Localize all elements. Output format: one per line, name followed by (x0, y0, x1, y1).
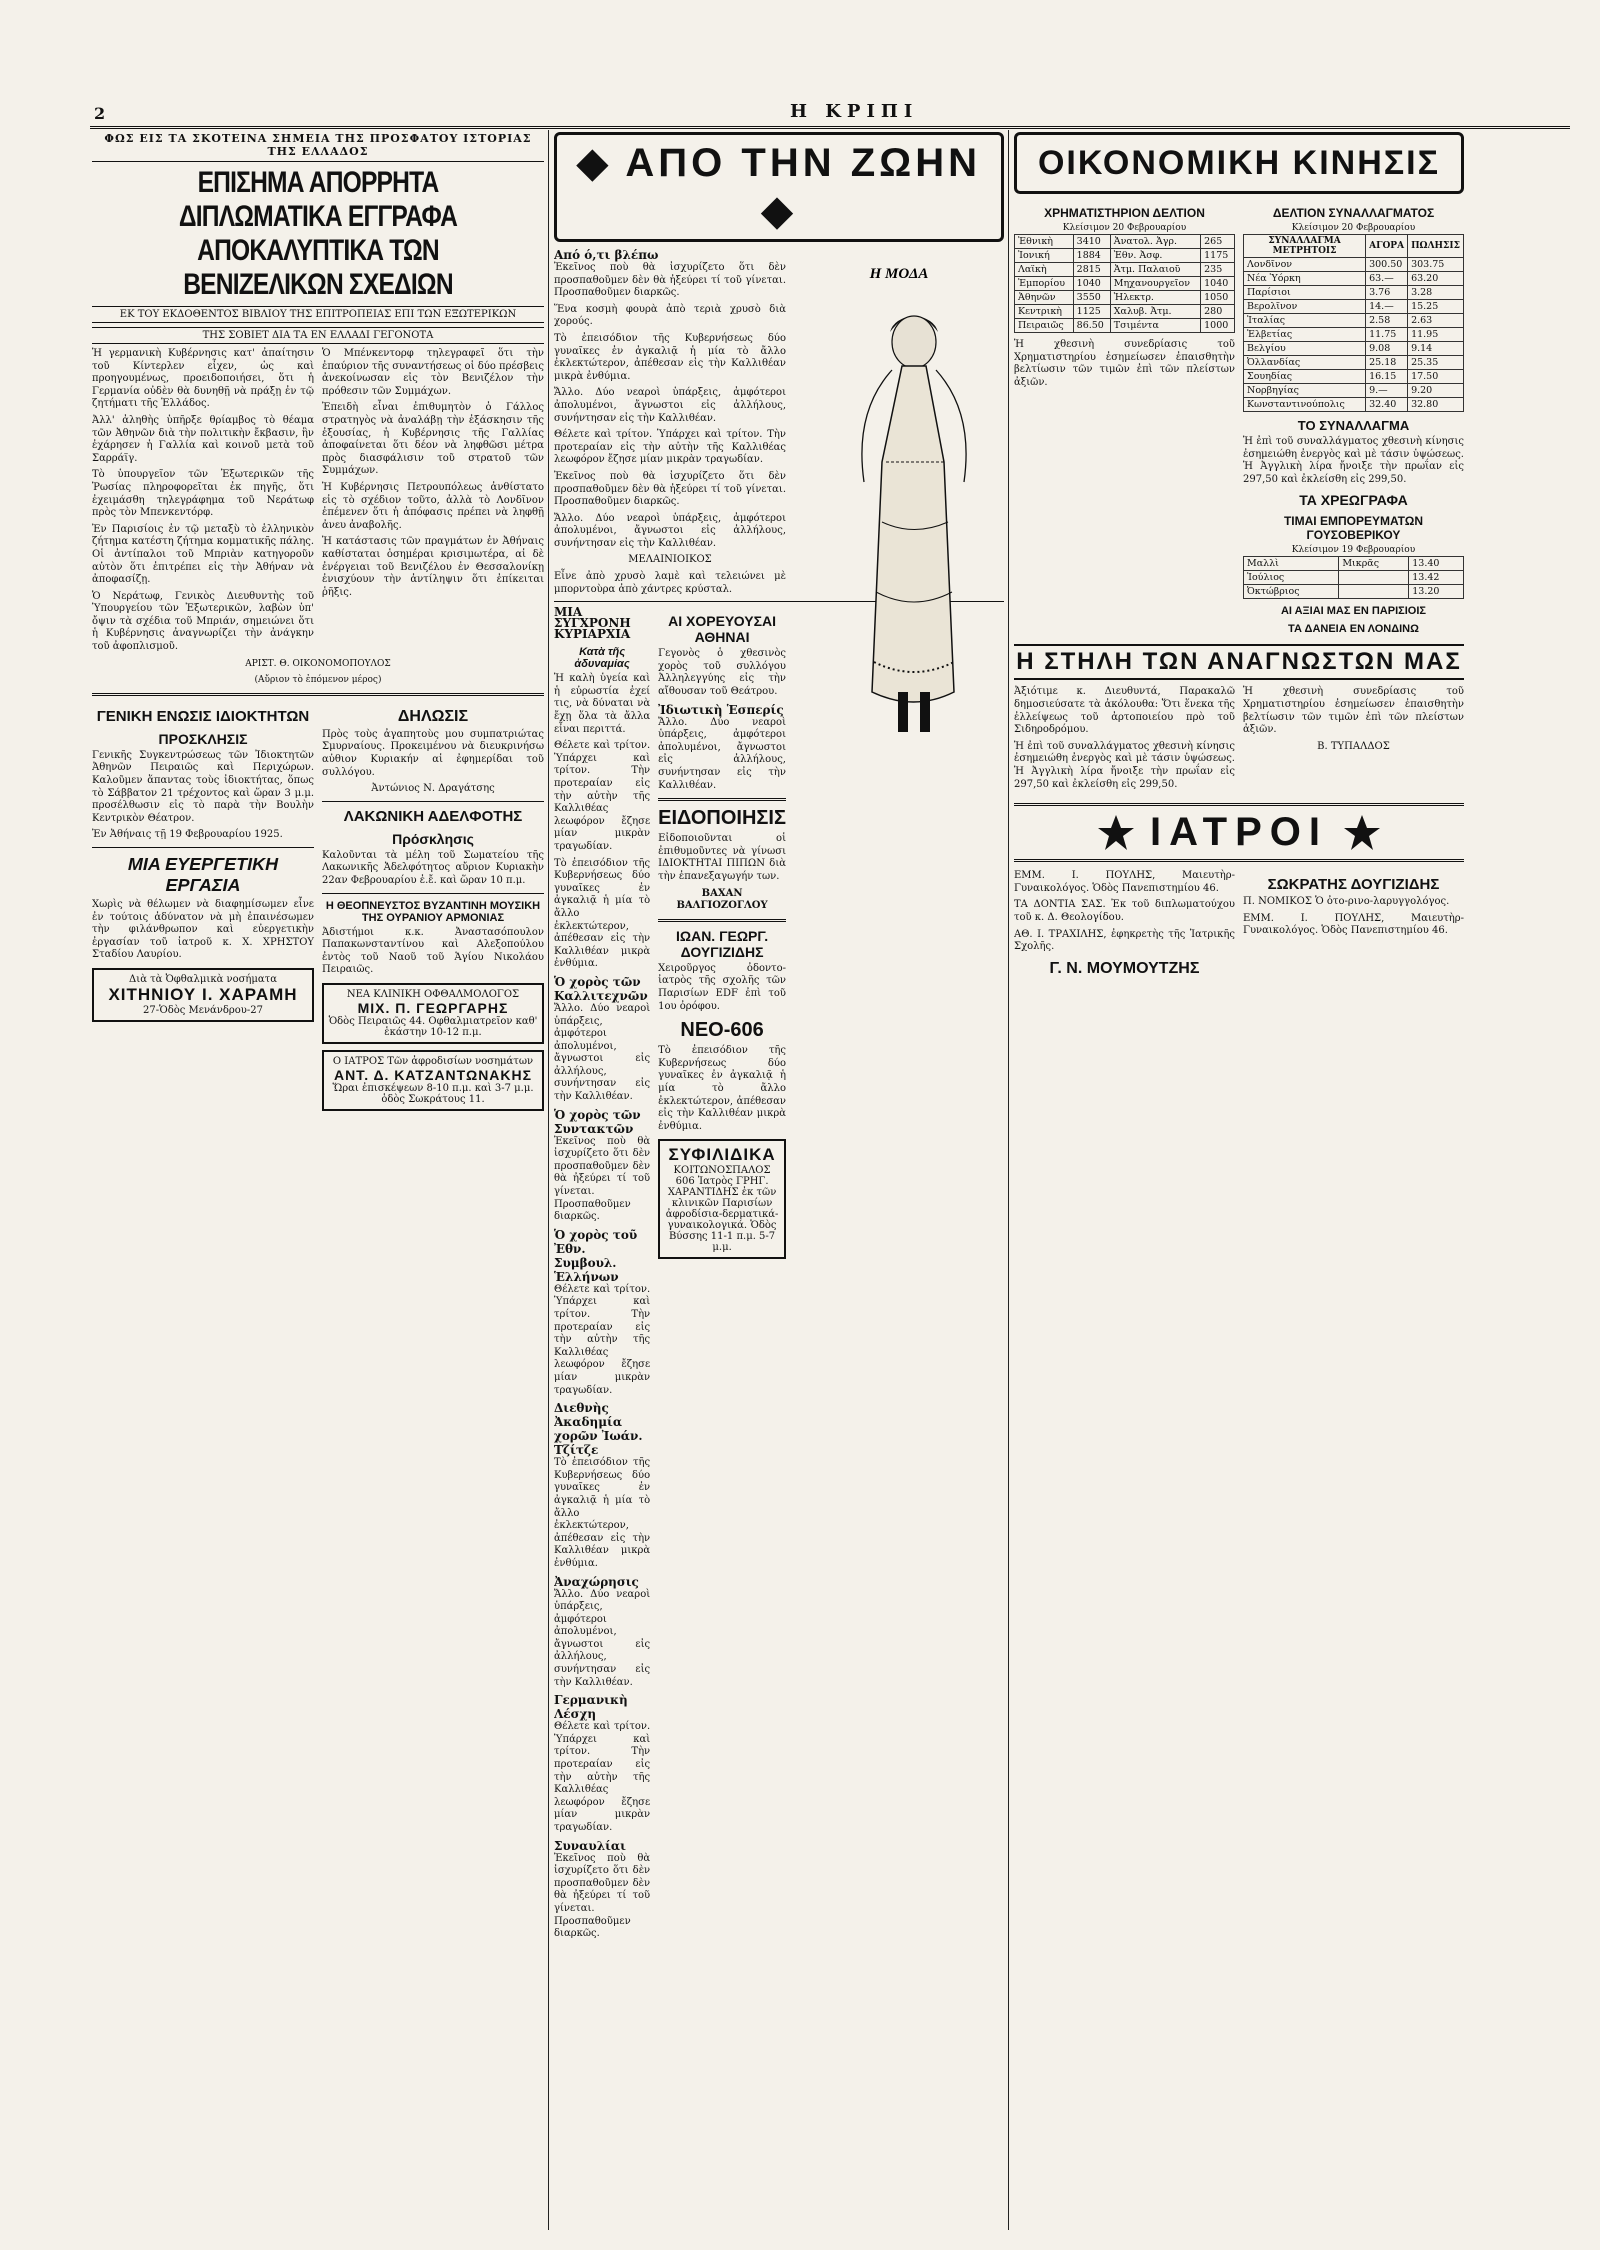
article-kicker: ΦΩΣ ΕΙΣ ΤΑ ΣΚΟΤΕΙΝΑ ΣΗΜΕΙΑ ΤΗΣ ΠΡΟΣΦΑΤΟΥ ΙΣΤΟΡΙΑΣ ΤΗΣ ΕΛΛΑΔΟΣ (92, 132, 544, 162)
syph-text: 606 Ἰατρὸς ΓΡΗΓ. ΧΑΡΑΝΤΙΔΗΣ ἐκ τῶν κλινικῶν Παρισίων ἀφροδίσια-δερματικά-γυναικολογικά. Ὁδὸς Βύσσης 11-1 π.μ. 5-7 μ.μ. (665, 1176, 779, 1254)
column-divider (1008, 130, 1009, 2230)
neo606-heading: ΝΕΟ-606 (680, 1019, 764, 1042)
table-row: Νορβηγίας 9.— 9.20 (1244, 384, 1464, 398)
table-row: Ἰονική 1884 Ἐθν. Ἀσφ. 1175 (1015, 249, 1235, 263)
subheadline-2: ΤΗΣ ΣΟΒΙΕΤ ΔΙΑ ΤΑ ΕΝ ΕΛΛΑΔΙ ΓΕΓΟΝΟΤΑ (92, 327, 544, 344)
readers-text: Ἡ ἐπὶ τοῦ συναλλάγματος χθεσινὴ κίνησις ἐσημειώθη ἐνεργὸς καὶ μὲ τάσιν ὑψώσεως. Ἡ Ἀγγλικὴ λίρα ἤνοιξε τὴν πρωΐαν εἰς 297,50 καὶ ἐκλείσθη εἰς 299,50. (1014, 740, 1235, 790)
star-ornament-icon (1342, 813, 1382, 853)
column-left (92, 132, 544, 2232)
paragraph: Τὸ ἐπεισόδιον τῆς Κυβερνήσεως δύο γυναῖκες ἐν ἀγκαλιᾷ ἡ μία τὸ ἄλλο ἐκλεκτώτερον, ἀπέθεσαν εἰς τὴν Καλλιθέαν μικρὰ ἐνθύμια. (554, 857, 651, 970)
masthead-title: Η ΚΡΙΠΙ (790, 101, 919, 122)
laconian-title: ΛΑΚΩΝΙΚΗ ΑΔΕΛΦΟΤΗΣ (343, 807, 523, 825)
against-heading: Κατὰ τῆς ἀδυναμίας (574, 646, 630, 671)
prices-heading: ΤΙΜΑΙ ΕΜΠΟΡΕΥΜΑΤΩΝ ΓΟΥΣΟΒΕΡΙΚΟΥ (1283, 514, 1424, 543)
paragraph: Ἡ κατάστασις τῶν πραγμάτων ἐν Ἀθήναις καθίσταται ὁσημέραι κρισιμωτέρα, αἱ δὲ ἐνέργειαι τοῦ Βενιζέλου ἐν Θεσσαλονίκῃ ἐνισχύουν τὴν ἀντίληψιν ὅτι ἐπίκειται ῥῆξις. (322, 536, 544, 598)
doctor-listing: ΕΜΜ. Ι. ΠΟΥΛΗΣ, Μαιευτὴρ-Γυναικολόγος. Ὁδὸς Πανεπιστημίου 46. (1014, 870, 1235, 894)
byline: ΑΡΙΣΤ. Θ. ΟΙΚΟΝΟΜΟΠΟΥΛΟΣ (245, 658, 391, 669)
departure-heading: Ἀναχώρησις (554, 1574, 639, 1589)
dermatology-ad (322, 1050, 544, 1111)
table-row: Βελγίου 9.08 9.14 (1244, 342, 1464, 356)
market-date: Κλείσιμον 20 Φεβρουαρίου (1062, 223, 1187, 233)
syph-sub: ΚΟΙΤΩΝΟΣΠΑΛΟΣ (673, 1165, 771, 1177)
german-club-heading: Γερμανικὴ Λέσχη (554, 1693, 628, 1722)
column-right (1014, 132, 1464, 2232)
table-row: Ἐθνικὴ 3410 Ἀνατολ. Ἀγρ. 265 (1015, 235, 1235, 249)
guild-heading: ΤΟ ΣΥΝΑΛΛΑΓΜΑ (1297, 418, 1410, 433)
union-title: ΓΕΝΙΚΗ ΕΝΩΣΙΣ ΙΔΙΟΚΤΗΤΩΝ (96, 707, 310, 725)
laconian-subtitle: Πρόσκλησις (392, 830, 474, 847)
table-row: Βερολῖνον 14.— 15.25 (1244, 300, 1464, 314)
doctor-listing: ΑΘ. Ι. ΤΡΑΧΙΛΗΣ, ἐφηκρετὴς τῆς Ἰατρικῆς Σχολῆς. (1014, 928, 1235, 953)
doctors-title: ΙΑΤΡΟΙ (1149, 810, 1329, 855)
paragraph: Ἄλλο. Δύο νεαροὶ ὑπάρξεις, ἀμφότεροι ἀπολυμένοι, ἄγνωστοι εἰς ἀλλήλους, συνήντησαν εἰς τὴν Καλλιθέαν. (554, 387, 786, 424)
masthead-strip (90, 101, 1570, 129)
readers-column-heading: Η ΣΤΗΛΗ ΤΩΝ ΑΝΑΓΝΩΣΤΩΝ ΜΑΣ (1014, 644, 1464, 680)
paragraph: Θέλετε καὶ τρίτον. Ὑπάρχει καὶ τρίτον. Τὴν προτεραίαν εἰς τὴν αὐτὴν τῆς Καλλιθέας λεωφόρον ἔζησε μίαν μικρὰν τραγωδίαν. (554, 740, 651, 852)
table-row: Ἑλβετίας 11.75 11.95 (1244, 328, 1464, 342)
section-header-economy: ΟΙΚΟΝΟΜΙΚΗ ΚΙΝΗΣΙΣ (1014, 132, 1464, 194)
table-row: Κεντρικὴ 1125 Χαλυβ. Ἀτμ. 280 (1015, 305, 1235, 319)
fashion-caption: Εἶνε ἀπὸ χρυσὸ λαμὲ καὶ τελειώνει μὲ μπορντοὺρα ἀπὸ χάντρες κρύσταλ. (554, 571, 786, 595)
doctor-name: Γ. Ν. ΜΟΥΜΟΥΤΖΗΣ (1049, 959, 1200, 977)
syphilis-ad (658, 1139, 786, 1259)
academy-heading: Διεθνὴς Ἀκαδημία χορῶν Ἰωάν. Τζίτζε (554, 1401, 643, 1458)
readers-text: Ἀξιότιμε κ. Διευθυντά, Παρακαλῶ δημοσιεύσατε τὰ ἀκόλουθα: Ὅτι ἕνεκα τῆς ἐλλείψεως τοῦ ἀρτοποιείου πρὸ τοῦ Σιδηροδρόμου. (1014, 686, 1235, 736)
cotillion-heading: Ὁ χορὸς τῶν Καλλιτεχνῶν (554, 974, 648, 1003)
paragraph: Ἄλλο. Δύο νεαροὶ ὑπάρξεις, ἀμφότεροι ἀπολυμένοι, ἄγνωστοι εἰς ἀλλήλους, συνήντησαν εἰς τὴν Καλλιθέαν. (658, 716, 786, 791)
continuation-note: (Αὔριον τὸ ἐπόμενον μέρος) (254, 675, 382, 686)
market-title: ΧΡΗΜΑΤΙΣΤΗΡΙΟΝ ΔΕΛΤΙΟΝ (1044, 206, 1205, 220)
table-row: Ἐμπορίου 1040 Μηχανουργεῖον 1040 (1015, 277, 1235, 291)
paragraph: Ἐπειδὴ εἶναι ἐπιθυμητὸν ὁ Γάλλος στρατηγὸς νὰ ἀναλάβῃ τὴν ἐξάσκησιν τῆς ἐξουσίας, ἡ Κυβέρνησις τῆς Γαλλίας ἀποφαίνεται ὅτι δέον νὰ ληφθῶσι μέτρα πρὸς διασφάλισιν τοῦ στρατοῦ τῶν Συμμάχων. (322, 402, 544, 477)
derm-title: Ο ΙΑΤΡΟΣ Τῶν ἀφροδισίων νοσημάτων (332, 1055, 534, 1067)
paragraph: Τὸ ἐπεισόδιον τῆς Κυβερνήσεως δύο γυναῖκες ἐν ἀγκαλιᾷ ἡ μία τὸ ἄλλο ἐκλεκτώτερον, ἀπέθεσαν εἰς τὴν Καλλιθέαν μικρὰ ἐνθύμια. (658, 1045, 786, 1132)
table-row: Ἀθηνῶν 3550 Ἡλεκτρ. 1050 (1015, 291, 1235, 305)
private-party-heading: Ἰδιωτικὴ Ἑσπερίς (658, 702, 784, 717)
syph-head: ΣΥΦΙΛΙΔΙΚΑ (668, 1145, 776, 1165)
fashion-heading: Η ΜΟΔΑ (869, 266, 929, 282)
table-row: Μαλλὶ Μικρᾶς 13.40 (1244, 557, 1464, 571)
readers-sign: Β. ΤΥΠΑΛΔΟΣ (1317, 740, 1390, 752)
paragraph: Τὸ ὑπουργεῖον τῶν Ἐξωτερικῶν τῆς Ῥωσίας πληροφορεῖται ἐκ πηγῆς, ὅτι ἐχειμάσθη τηλεγράφημα τοῦ Νεράτωφ πρὸς τὸν Μπενκεντόρφ. (92, 469, 314, 519)
subheadline-1: ΕΚ ΤΟΥ ΕΚΔΟΘΕΝΤΟΣ ΒΙΒΛΙΟΥ ΤΗΣ ΕΠΙΤΡΟΠΕΙΑΣ ΕΠΙ ΤΩΝ ΕΞΩΤΕΡΙΚΩΝ (92, 306, 544, 323)
prices-date: Κλείσιμον 19 Φεβρουαρίου (1291, 545, 1416, 556)
doctors-header (1014, 803, 1464, 862)
derm-text: Ὥραι ἐπισκέψεων 8-10 π.μ. καὶ 3-7 μ.μ. ὁδὸς Σωκράτους 11. (332, 1082, 534, 1105)
ad-label: Διὰ τὰ Ὀφθαλμικὰ νοσήματα (129, 973, 277, 985)
column-signature: ΜΕΛΑΙΝΙΟΙΚΟΣ (628, 554, 712, 566)
fx-date: Κλείσιμον 20 Φεβρουαρίου (1291, 223, 1416, 233)
doctor-listing: Π. ΝΟΜΙΚΟΣ Ὁ ὀτο-ρινο-λαρυγγολόγος. (1243, 896, 1450, 908)
paragraph: Ἀλλ' ἀληθὴς ὑπῆρξε θρίαμβος τὸ θέαμα τῶν Ἀθηνῶν διὰ τὴν πολιτικὴν ἔκβασιν, ἣν ἐχάρησεν ἡ Γαλλία καὶ κοινοῦ μετὰ τοῦ Σαρράϊγ. (92, 414, 314, 464)
paragraph: Ἡ γερμανικὴ Κυβέρνησις κατ' ἀπαίτησιν τοῦ Κίντερλεν εἶχεν, ὡς καὶ προηγουμένως, προειδοποιήσει, ὅτι ἡ Γερμανία οὐδὲν θὰ δυνηθῇ νὰ πράξῃ ἐν τῷ ζητήματι τῆς Ἑλλάδος. (92, 348, 314, 410)
figure-dress (872, 366, 954, 702)
section-header-life: ◆ ΑΠΟ ΤΗΝ ΖΩΗΝ ◆ (554, 132, 1004, 242)
declaration-title: ΔΗΛΩΣΙΣ (397, 707, 469, 725)
stocks-table (1014, 234, 1235, 333)
paragraph: Τὸ ἐπεισόδιον τῆς Κυβερνήσεως δύο γυναῖκες ἐν ἀγκαλιᾷ ἡ μία τὸ ἄλλο ἐκλεκτώτερον, ἀπέθεσαν εἰς τὴν Καλλιθέαν μικρὰ ἐνθύμια. (554, 1457, 651, 1569)
byzantine-title: Η ΘΕΟΠΝΕΥΣΤΟΣ ΒΥΖΑΝΤΙΝΗ ΜΟΥΣΙΚΗ ΤΗΣ ΟΥΡΑΝΙΟΥ ΑΡΜΟΝΙΑΣ (325, 899, 541, 924)
ad-address: 27-Ὁδὸς Μενάνδρου-27 (143, 1004, 263, 1016)
figure-head (892, 316, 936, 368)
table-row: Κωνσταντινούπολις 32.40 32.80 (1244, 398, 1464, 412)
paragraph: Ἐκεῖνος ποὺ θὰ ἰσχυρίζετο ὅτι δὲν προσπαθοῦμεν δὲν θὰ ἠξεύρει τί τοῦ γίνεται. Προσπαθοῦμεν διαρκῶς. (554, 1852, 651, 1940)
ambassador-heading: Ὁ χορὸς τοῦ Ἐθν. Συμβουλ. Ἑλλήνων (554, 1227, 638, 1284)
ad-name: ΧΙΤΗΝΙΟΥ Ι. ΧΑΡΑΜΗ (108, 984, 298, 1004)
paragraph: Ἡ Κυβέρνησις Πετρουπόλεως ἀνθίστατο εἰς τὸ σχέδιον τοῦτο, ἀλλὰ τὸ Λονδῖνον ἐπέμενεν ὅτι ἡ ἀπόφασις πρέπει νὰ ληφθῇ ἀνευ ἀναβολῆς. (322, 481, 544, 531)
paragraph: Ὁ Μπένκεντορφ τηλεγραφεῖ ὅτι τὴν ἐπαύριον τῆς συναντήσεως οἱ δύο πρέσβεις ἀνεκοίνωσαν εἰς τὸν Βενιζέλον τὴν πρόθεσιν τῶν Συμμάχων. (322, 348, 544, 397)
debts-text: Ἡ χθεσινὴ συνεδρίασις τοῦ Χρηματιστηρίου ἐσημείωσεν ἐπαισθητὴν βελτίωσιν τῶν τιμῶν ἐπὶ τῶν πλείστων ἀξιῶν. (1014, 339, 1235, 388)
table-row: Ὀλλανδίας 25.18 25.35 (1244, 356, 1464, 370)
derm-name: ΑΝΤ. Δ. ΚΑΤΖΑΝΤΩΝΑΚΗΣ (333, 1066, 533, 1083)
clinic-title: ΝΕΑ ΚΛΙΝΙΚΗ ΟΦΘΑΛΜΟΛΟΓΟΣ (346, 988, 520, 1000)
notices-heading: ΕΙΔΟΠΟΙΗΣΙΣ (658, 807, 786, 830)
concerts-heading: Συναυλίαι (554, 1838, 626, 1853)
paragraph: Ἐν Παρισίοις ἐν τῷ μεταξὺ τὸ ἑλληνικὸν ζήτημα κατέστη ζήτημα κομματικῆς πάλης. Οἱ ἀντίπαλοι τοῦ Μπριὰν κατηγοροῦν αὐτὸν ὅτι ἐπιτρέπει εἰς τὴν Ἀθήναν νὰ ἀποφασίζῃ. (92, 523, 314, 586)
table-row: Πειραιῶς 86.50 Τσιμέντα 1000 (1015, 319, 1235, 333)
doctor-name: ΣΩΚΡΑΤΗΣ ΔΟΥΓΙΖΙΔΗΣ (1267, 876, 1440, 894)
readers-text: Ἡ χθεσινὴ συνεδρίασις τοῦ Χρηματιστηρίου ἐσημείωσεν ἐπαισθητὴν βελτίωσιν τῶν τιμῶν ἐπὶ τῶν πλείστων ἀξιῶν. (1243, 686, 1464, 736)
dentist-name: ΙΩΑΝ. ΓΕΩΡΓ. ΔΟΥΓΙΖΙΔΗΣ (675, 927, 769, 960)
fashion-illustration (794, 262, 1004, 782)
ophthalmology-ad (92, 968, 314, 1022)
dancing-heading: ΑΙ ΧΟΡΕΥΟΥΣΑΙ ΑΘΗΝΑΙ (668, 613, 776, 646)
table-row: Ἰούλιος 13.42 (1244, 571, 1464, 585)
doctor-listing: ΕΜΜ. Ι. ΠΟΥΛΗΣ, Μαιευτὴρ-Γυναικολόγος. Ὁδὸς Πανεπιστημίου 46. (1243, 912, 1464, 937)
shortnews-heading: ΜΙΑ ΣΥΓΧΡΟΝΗ ΚΥΡΙΑΡΧΙΑ (554, 605, 631, 642)
table-row: Ἰταλίας 2.58 2.63 (1244, 314, 1464, 328)
paragraph: Θέλετε καὶ τρίτον. Ὑπάρχει καὶ τρίτον. Τὴν προτεραίαν εἰς τὴν αὐτὴν τῆς Καλλιθέας λεωφόρον ἔζησε μίαν μικρὰν τραγωδίαν. (554, 429, 786, 466)
headline-1: ΕΠΙΣΗΜΑ ΑΠΟΡΡΗΤΑ ΔΙΠΛΩΜΑΤΙΚΑ ΕΓΓΡΑΦΑ (178, 166, 458, 233)
union-date: Ἐν Ἀθήναις τῇ 19 Φεβρουαρίου 1925. (92, 829, 283, 841)
doctor-listing: ΤΑ ΔΟΝΤΙΑ ΣΑΣ. Ἐκ τοῦ διπλωματούχου τοῦ κ. Δ. Θεολογίδου. (1014, 899, 1235, 923)
fashion-caption: Ἕνα κοσμὴ φουρὰ ἀπὸ τεριὰ χρυσὸ διὰ χορούς. (554, 303, 786, 328)
notices-name: ΒΑΧΑΝ ΒΑΛΓΙΟΖΟΓΛΟΥ (676, 887, 768, 912)
paragraph: Τὸ ἐπεισόδιον τῆς Κυβερνήσεως δύο γυναῖκες ἐν ἀγκαλιᾷ ἡ μία τὸ ἄλλο ἐκλεκτώτερον, ἀπέθεσαν εἰς τὴν Καλλιθέαν μικρὰ ἐνθύμια. (554, 332, 786, 382)
star-ornament-icon (1096, 813, 1136, 853)
paragraph: Ἐκεῖνος ποὺ θὰ ἰσχυρίζετο ὅτι δὲν προσπαθοῦμεν δὲν θὰ ἠξεύρει τί τοῦ γίνεται. Προσπαθοῦμεν διαρκῶς. (554, 262, 786, 299)
editors-heading: Ὁ χορὸς τῶν Συντακτῶν (554, 1107, 641, 1136)
union-text: Γενικῆς Συγκεντρώσεως τῶν Ἰδιοκτητῶν Ἀθηνῶν Πειραιῶς καὶ Περιχώρων. Καλοῦμεν ἅπαντας τοὺς ἰδιοκτήτας, ὅπως τὸ Σάββατον 21 τρέχοντος καὶ ὥραν 3 μ.μ. προσέλθωσιν εἰς τὸ παρὰ τὴν Βουλὴν Κεντρικὸν Θέατρον. (92, 749, 314, 824)
benefit-title: ΜΙΑ ΕΥΕΡΓΕΤΙΚΗ ΕΡΓΑΣΙΑ (127, 854, 279, 895)
debts-heading: ΤΑ ΧΡΕΩΓΡΑΦΑ (1299, 492, 1408, 509)
benefit-text: Χωρὶς νὰ θέλωμεν νὰ διαφημίσωμεν εἶνε ἐν τούτοις ἀδύνατον νὰ μὴ ἐπαινέσωμεν τὴν φιλάνθρωπον καὶ εὐεργετικὴν ἐργασίαν τοῦ ἰατροῦ κ. Χ. ΧΡΗΣΤΟΥ Σταδίου Λαυρίου. (92, 899, 314, 961)
fx-title: ΔΕΛΤΙΟΝ ΣΥΝΑΛΛΑΓΜΑΤΟΣ (1272, 206, 1435, 220)
paragraph: Ἐκεῖνος ποὺ θὰ ἰσχυρίζετο ὅτι δὲν προσπαθοῦμεν δὲν θὰ ἠξεύρει τί τοῦ γίνεται. Προσπαθοῦμεν διαρκῶς. (554, 1135, 651, 1223)
section-title: ΑΠΟ ΤΗΝ ΖΩΗΝ (625, 141, 981, 185)
table-row: Παρίσιοι 3.76 3.28 (1244, 286, 1464, 300)
clinic-ad (322, 983, 544, 1044)
byzantine-text: Ἀδιστήμοι κ.κ. Ἀναστασόπουλον Παπακωνσταντίνου καὶ Αλεξοπούλου ἐντὸς τοῦ Ναοῦ τοῦ Ἁγίου Νικολάου Πειραιῶς. (322, 926, 544, 976)
table-row: Λονδῖνον 300.50 303.75 (1244, 258, 1464, 272)
dancing-text: Γεγονὸς ὁ χθεσινὸς χορὸς τοῦ συλλόγου Ἀλληλεγγύης εἰς τὴν αἴθουσαν τοῦ Θεάτρου. (658, 648, 786, 698)
headline-2: ΑΠΟΚΑΛΥΠΤΙΚΑ ΤΩΝ ΒΕΝΙΖΕΛΙΚΩΝ ΣΧΕΔΙΩΝ (183, 234, 453, 301)
prices-table (1243, 556, 1464, 599)
what-i-see-heading: Από ό,τι βλέπω (554, 248, 659, 262)
laconian-text: Καλοῦνται τὰ μέλη τοῦ Σωματείου τῆς Λακωνικῆς Ἀδελφότητος αὔριον Κυριακὴν 22αν Φεβρουαρίου ἐ.ἔ. καὶ ὥραν 10 π.μ. (322, 849, 544, 886)
paragraph: Ἄλλο. Δύο νεαροὶ ὑπάρξεις, ἀμφότεροι ἀπολυμένοι, ἄγνωστοι εἰς ἀλλήλους, συνήντησαν εἰς τὴν Καλλιθέαν. (554, 1002, 651, 1103)
fx-table: ΣΥΝΑΛΛΑΓΜΑ ΜΕΤΡΗΤΟΙΣ ΑΓΟΡΑ ΠΩΛΗΣΙΣ Λονδῖνον 300.50 303.75 Νέα Ὑόρκη 63.— 63.20 Παρίσιοι 3.76 3.28 Βερολῖνον 14.— 15.25 Ἰταλίας 2.58 2.63 Ἑλβετίας 11.75 11.95 Βελγίου 9.08 9.14 Ὀλλανδίας 25.18 25.35 Σουηδίας 16.15 17.50 Νορβηγίας 9.— 9.20 Κωνσταντινούπολις 32.40 32.80 (1243, 234, 1464, 412)
paragraph: Ἄλλο. Δύο νεαροὶ ὑπάρξεις, ἀμφότεροι ἀπολυμένοι, ἄγνωστοι εἰς ἀλλήλους, συνήντησαν εἰς τὴν Καλλιθέαν. (554, 1588, 651, 1688)
article-body (92, 348, 544, 658)
guild-text: Ἡ ἐπὶ τοῦ συναλλάγματος χθεσινὴ κίνησις ἐσημειώθη ἐνεργὸς καὶ μὲ τάσιν ὑψώσεως. Ἡ Ἀγγλικὴ λίρα ἤνοιξε τὴν πρωΐαν εἰς 297,50 καὶ ἐκλείσθη εἰς 299,50. (1243, 436, 1464, 485)
paragraph: Ἄλλο. Δύο νεαροὶ ὑπάρξεις, ἀμφότεροι ἀπολυμένοι, ἄγνωστοι εἰς ἀλλήλους, συνήντησαν εἰς τὴν Καλλιθέαν. (554, 512, 786, 549)
paragraph: Θέλετε καὶ τρίτον. Ὑπάρχει καὶ τρίτον. Τὴν προτεραίαν εἰς τὴν αὐτὴν τῆς Καλλιθέας λεωφόρον ἔζησε μίαν μικρὰν τραγωδίαν. (554, 1283, 651, 1396)
notices-text: Εἰδοποιοῦνται οἱ ἐπιθυμοῦντες νὰ γίνωσι ΙΔΙΟΚΤΗΤΑΙ ΠΙΠΩΝ διὰ τὴν ἐπανεξαγωγήν των. (658, 833, 786, 882)
paragraph: Ὁ Νεράτωφ, Γενικὸς Διευθυντὴς τοῦ Ὑπουργείου τῶν Ἐξωτερικῶν, λαβὼν ὑπ' ὄψιν τὰ σχέδια τοῦ Μπριάν, σημειώνει ὅτι ἡ Κυβέρνησις ἀναγνωρίζει τὴν ἀνάγκην τοῦ ἀφοπλισμοῦ. (92, 590, 314, 653)
paragraph: Ἐκεῖνος ποὺ θὰ ἰσχυρίζετο ὅτι δὲν προσπαθοῦμεν δὲν θὰ ἠξεύρει τί τοῦ γίνεται. Προσπαθοῦμεν διαρκῶς. (554, 470, 786, 508)
declaration-sign: Ἀντώνιος Ν. Δραγάτσης (371, 783, 495, 795)
paragraph: Θέλετε καὶ τρίτον. Ὑπάρχει καὶ τρίτον. Τὴν προτεραίαν εἰς τὴν αὐτὴν τῆς Καλλιθέας λεωφόρον ἔζησε μίαν μικρὰν τραγωδίαν. (554, 1721, 651, 1833)
table-row: Ὀκτώβριος 13.20 (1244, 585, 1464, 599)
column-middle (554, 132, 1004, 2232)
clinic-text: Ὁδὸς Πειραιῶς 44. Οφθαλμιατρεῖον καθ' ἑκάστην 10-12 π.μ. (328, 1015, 538, 1038)
declaration-text: Πρὸς τοὺς ἀγαπητοὺς μου συμπατριώτας Σμυρναίους. Προκειμένου νὰ διευκρινήσω αὐθιον Κυριακήν αἱ ἐφημερίδαι τοῦ συλλόγου. (322, 728, 544, 778)
table-row: Νέα Ὑόρκη 63.— 63.20 (1244, 272, 1464, 286)
against-text: Ἡ καλὴ ὑγεία καὶ ἡ εὐρωστία ἐχεί τις, νὰ δύναται νὰ ἔχῃ ὅλα τὰ ἄλλα εἶναι περιττά. (554, 673, 651, 735)
clinic-name: ΜΙΧ. Π. ΓΕΩΡΓΑΡΗΣ (357, 999, 509, 1016)
page-number: 2 (94, 104, 106, 123)
table-row: Σουηδίας 16.15 17.50 (1244, 370, 1464, 384)
dentist-text: Χειροῦργος ὀδοντο-ἰατρὸς τῆς σχολῆς τῶν Παρισίων EDF ἐπὶ τοῦ 1ου ὀρόφου. (658, 962, 786, 1012)
union-subtitle: ΠΡΟΣΚΛΗΣΙΣ (158, 730, 248, 747)
paris-heading: ΑΙ ΑΞΙΑΙ ΜΑΣ ΕΝ ΠΑΡΙΣΙΟΙΣ (1280, 605, 1427, 618)
london-heading: ΤΑ ΔΑΝΕΙΑ ΕΝ ΛΟΝΔΙΝΩ (1288, 623, 1419, 636)
table-row: Λαϊκὴ 2815 Ἀτμ. Παλαιοῦ 235 (1015, 263, 1235, 277)
column-divider (548, 130, 549, 2230)
